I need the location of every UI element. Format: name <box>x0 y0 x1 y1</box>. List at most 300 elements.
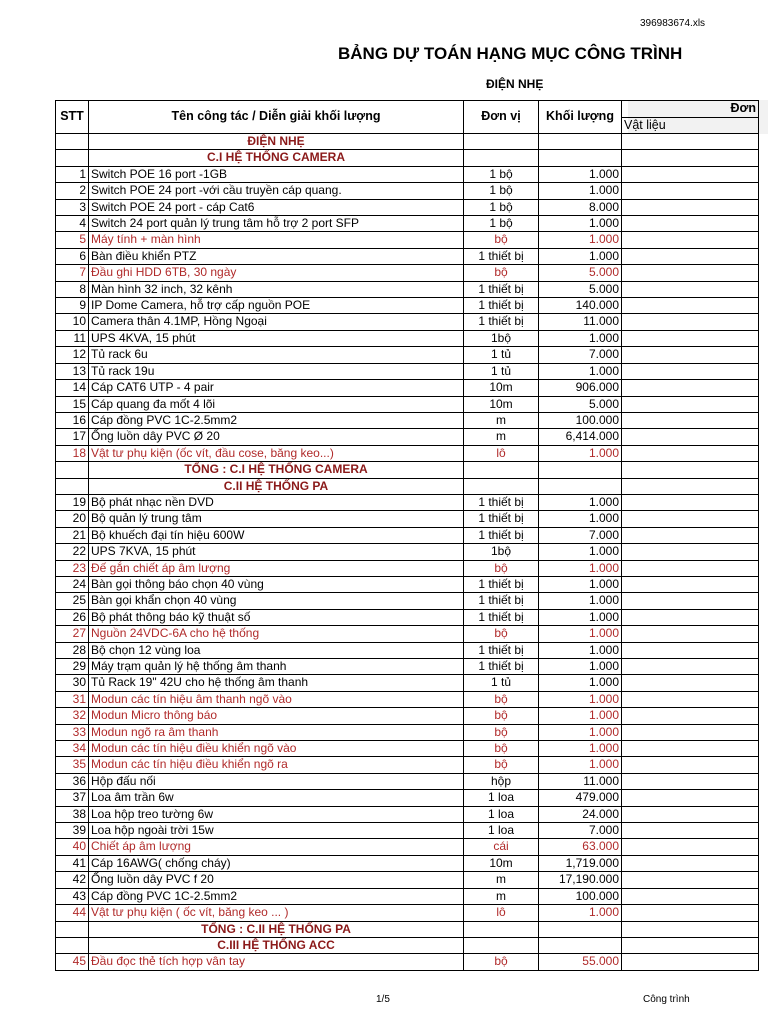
cell-name: Loa hộp ngoài trời 15w <box>89 823 464 839</box>
cell-stt <box>56 921 89 937</box>
cell-material <box>622 298 759 314</box>
table-row <box>56 757 759 773</box>
file-name: 396983674.xls <box>640 18 706 29</box>
cell-unit: 1 thiết bị <box>464 593 539 609</box>
cell-unit: bộ <box>464 741 539 757</box>
cell-name: Máy tính + màn hình <box>89 232 464 248</box>
cell-stt <box>56 478 89 494</box>
cell-qty: 17,190.000 <box>539 872 622 888</box>
footer-label: Công trình <box>643 994 690 1005</box>
cell-qty: 11.000 <box>539 773 622 789</box>
cell-material <box>622 511 759 527</box>
cell-unit <box>464 150 539 166</box>
cell-name: Cáp đồng PVC 1C-2.5mm2 <box>89 412 464 428</box>
table-row <box>56 741 759 757</box>
table-row <box>56 265 759 281</box>
cell-stt <box>56 462 89 478</box>
cell-name: Switch 24 port quản lý trung tâm hỗ trợ 2 port SFP <box>89 216 464 232</box>
table-row <box>56 232 759 248</box>
cell-name: Cáp quang đa mốt 4 lõi <box>89 396 464 412</box>
cell-material <box>622 248 759 264</box>
cell-material <box>622 642 759 658</box>
cell-material <box>622 773 759 789</box>
table-row <box>56 527 759 543</box>
cell-name: ĐIỆN NHẸ <box>89 134 464 150</box>
cell-stt: 19 <box>56 494 89 510</box>
table-row <box>56 560 759 576</box>
cell-unit: hộp <box>464 773 539 789</box>
table-row <box>56 790 759 806</box>
cell-unit: 1 bộ <box>464 183 539 199</box>
cell-material <box>622 199 759 215</box>
cell-material <box>622 691 759 707</box>
cell-stt: 36 <box>56 773 89 789</box>
cell-qty: 1.000 <box>539 691 622 707</box>
cell-unit: 1 thiết bị <box>464 298 539 314</box>
cell-qty: 1.000 <box>539 363 622 379</box>
cell-name: Loa âm trần 6w <box>89 790 464 806</box>
cell-name: Bàn điều khiển PTZ <box>89 248 464 264</box>
cell-stt: 13 <box>56 363 89 379</box>
cell-material <box>622 855 759 871</box>
cell-name: C.III HỆ THỐNG ACC <box>89 937 464 953</box>
cell-stt: 20 <box>56 511 89 527</box>
cell-name: Bộ chọn 12 vùng loa <box>89 642 464 658</box>
cell-stt: 35 <box>56 757 89 773</box>
cell-material <box>622 363 759 379</box>
cell-qty: 1.000 <box>539 544 622 560</box>
cell-qty <box>539 937 622 953</box>
cell-material <box>622 330 759 346</box>
cell-material <box>622 347 759 363</box>
cell-qty: 1.000 <box>539 675 622 691</box>
cell-qty: 6,414.000 <box>539 429 622 445</box>
table-row <box>56 888 759 904</box>
cell-name: Chiết áp âm lượng <box>89 839 464 855</box>
cell-stt: 1 <box>56 166 89 182</box>
cell-unit: bộ <box>464 724 539 740</box>
cell-qty: 5.000 <box>539 281 622 297</box>
cell-material <box>622 888 759 904</box>
header-material: Vật liệu <box>622 117 759 134</box>
cell-name: Ống luồn dây PVC f 20 <box>89 872 464 888</box>
cell-name: Ống luồn dây PVC Ø 20 <box>89 429 464 445</box>
cell-stt: 38 <box>56 806 89 822</box>
cell-stt: 17 <box>56 429 89 445</box>
cell-unit: 1 thiết bị <box>464 494 539 510</box>
cell-name: Modun ngõ ra âm thanh <box>89 724 464 740</box>
table-row <box>56 724 759 740</box>
cell-material <box>622 396 759 412</box>
cell-name: Tủ rack 6u <box>89 347 464 363</box>
cell-stt: 37 <box>56 790 89 806</box>
cell-name: Bàn gọi khẩn chọn 40 vùng <box>89 593 464 609</box>
cell-stt: 14 <box>56 380 89 396</box>
cell-stt: 6 <box>56 248 89 264</box>
cell-unit: 1 loa <box>464 790 539 806</box>
cell-name: Nguồn 24VDC-6A cho hệ thống <box>89 626 464 642</box>
cell-name: Modun Micro thông báo <box>89 708 464 724</box>
cell-stt: 40 <box>56 839 89 855</box>
cell-qty: 55.000 <box>539 954 622 970</box>
cell-qty: 1,719.000 <box>539 855 622 871</box>
cell-qty: 8.000 <box>539 199 622 215</box>
table-row <box>56 166 759 182</box>
table-row <box>56 511 759 527</box>
cell-unit: 10m <box>464 396 539 412</box>
cell-material <box>622 166 759 182</box>
table-row <box>56 626 759 642</box>
cell-qty: 1.000 <box>539 494 622 510</box>
table-row <box>56 576 759 592</box>
cell-name: UPS 4KVA, 15 phút <box>89 330 464 346</box>
cell-material <box>622 839 759 855</box>
cell-unit: 1 thiết bị <box>464 659 539 675</box>
cell-stt: 15 <box>56 396 89 412</box>
cell-qty: 1.000 <box>539 330 622 346</box>
cell-unit <box>464 462 539 478</box>
cell-qty: 7.000 <box>539 527 622 543</box>
cell-unit: bộ <box>464 708 539 724</box>
cell-stt: 27 <box>56 626 89 642</box>
cell-material <box>622 823 759 839</box>
table-row <box>56 544 759 560</box>
cell-stt: 22 <box>56 544 89 560</box>
cell-name: Modun các tín hiệu điều khiển ngõ ra <box>89 757 464 773</box>
cell-stt: 11 <box>56 330 89 346</box>
cell-stt <box>56 150 89 166</box>
cell-qty: 1.000 <box>539 216 622 232</box>
cell-material <box>622 445 759 461</box>
cell-stt: 34 <box>56 741 89 757</box>
table-row <box>56 380 759 396</box>
cell-material <box>622 216 759 232</box>
cell-name: Cáp CAT6 UTP - 4 pair <box>89 380 464 396</box>
cell-stt: 33 <box>56 724 89 740</box>
cell-unit: 1 loa <box>464 806 539 822</box>
cell-name: Cáp đồng PVC 1C-2.5mm2 <box>89 888 464 904</box>
cell-unit: 1 thiết bị <box>464 576 539 592</box>
cell-qty: 7.000 <box>539 823 622 839</box>
cell-stt: 8 <box>56 281 89 297</box>
cell-unit: 1bộ <box>464 330 539 346</box>
cell-unit <box>464 478 539 494</box>
cell-unit: 1 thiết bị <box>464 527 539 543</box>
cell-unit: 1 thiết bị <box>464 281 539 297</box>
cell-stt: 29 <box>56 659 89 675</box>
cell-qty: 1.000 <box>539 560 622 576</box>
cell-name: UPS 7KVA, 15 phút <box>89 544 464 560</box>
cell-stt: 28 <box>56 642 89 658</box>
cell-name: Màn hình 32 inch, 32 kênh <box>89 281 464 297</box>
cell-material <box>622 593 759 609</box>
header-stt: STT <box>56 101 89 134</box>
table-row <box>56 642 759 658</box>
cell-name: Vật tư phụ kiện ( ốc vít, băng keo ... ) <box>89 905 464 921</box>
table-row <box>56 773 759 789</box>
cell-unit: bộ <box>464 232 539 248</box>
cell-material <box>622 954 759 970</box>
table-row <box>56 298 759 314</box>
cell-name: Bộ quản lý trung tâm <box>89 511 464 527</box>
cell-qty: 1.000 <box>539 659 622 675</box>
table-row <box>56 691 759 707</box>
table-row <box>56 347 759 363</box>
table-row <box>56 954 759 970</box>
cell-name: Modun các tín hiệu âm thanh ngõ vào <box>89 691 464 707</box>
cell-material <box>622 314 759 330</box>
cell-unit: 1 thiết bị <box>464 248 539 264</box>
cell-unit: 10m <box>464 380 539 396</box>
table-row <box>56 708 759 724</box>
cell-stt: 4 <box>56 216 89 232</box>
table-row <box>56 248 759 264</box>
cell-qty: 1.000 <box>539 642 622 658</box>
cell-unit: bộ <box>464 757 539 773</box>
table-body <box>56 134 759 971</box>
cell-material <box>622 412 759 428</box>
cell-stt: 16 <box>56 412 89 428</box>
cell-name: Switch POE 24 port -với cầu truyền cáp quang. <box>89 183 464 199</box>
cell-unit: 1 tủ <box>464 363 539 379</box>
total-row <box>56 921 759 937</box>
cell-name: Vật tư phụ kiện (ốc vít, đầu cose, băng keo...) <box>89 445 464 461</box>
cell-unit: 1bộ <box>464 544 539 560</box>
cell-qty: 1.000 <box>539 609 622 625</box>
cell-qty: 5.000 <box>539 396 622 412</box>
cell-material <box>622 724 759 740</box>
table-row <box>56 806 759 822</box>
cell-qty: 7.000 <box>539 347 622 363</box>
cell-qty: 906.000 <box>539 380 622 396</box>
header-qty: Khối lượng <box>539 101 622 134</box>
cell-unit: bộ <box>464 691 539 707</box>
table-row <box>56 609 759 625</box>
cell-unit: 1 thiết bị <box>464 642 539 658</box>
cell-name: IP Dome Camera, hỗ trợ cấp nguồn POE <box>89 298 464 314</box>
cell-unit: 1 thiết bị <box>464 511 539 527</box>
cell-stt: 18 <box>56 445 89 461</box>
cell-stt: 2 <box>56 183 89 199</box>
cell-name: TỔNG : C.II HỆ THỐNG PA <box>89 921 464 937</box>
cell-unit: cái <box>464 839 539 855</box>
cell-qty: 1.000 <box>539 626 622 642</box>
cell-material <box>622 872 759 888</box>
cell-stt: 10 <box>56 314 89 330</box>
cell-stt: 9 <box>56 298 89 314</box>
cell-unit: 1 thiết bị <box>464 314 539 330</box>
cell-name: C.I HỆ THỐNG CAMERA <box>89 150 464 166</box>
cell-qty: 479.000 <box>539 790 622 806</box>
cell-material <box>622 905 759 921</box>
table-row <box>56 494 759 510</box>
cell-name: Camera thân 4.1MP, Hồng Ngoại <box>89 314 464 330</box>
cell-qty: 1.000 <box>539 166 622 182</box>
table-row <box>56 330 759 346</box>
cell-material <box>622 675 759 691</box>
cell-name: C.II HỆ THỐNG PA <box>89 478 464 494</box>
cell-name: TỔNG : C.I HỆ THỐNG CAMERA <box>89 462 464 478</box>
cell-name: Bộ phát nhạc nền DVD <box>89 494 464 510</box>
total-row <box>56 462 759 478</box>
cell-material <box>622 708 759 724</box>
cell-stt: 25 <box>56 593 89 609</box>
cell-qty: 11.000 <box>539 314 622 330</box>
table-row <box>56 216 759 232</box>
cell-material <box>622 937 759 953</box>
cell-name: Bàn gọi thông báo chọn 40 vùng <box>89 576 464 592</box>
cell-qty: 100.000 <box>539 412 622 428</box>
cell-unit: m <box>464 412 539 428</box>
section-row <box>56 134 759 150</box>
cell-unit <box>464 937 539 953</box>
cell-name: Máy trạm quản lý hệ thống âm thanh <box>89 659 464 675</box>
cell-material <box>622 741 759 757</box>
cell-material <box>622 659 759 675</box>
cell-stt <box>56 134 89 150</box>
cell-qty: 1.000 <box>539 593 622 609</box>
cell-name: Cáp 16AWG( chống cháy) <box>89 855 464 871</box>
cell-qty: 24.000 <box>539 806 622 822</box>
cell-unit: 10m <box>464 855 539 871</box>
cell-unit: 1 bộ <box>464 216 539 232</box>
cell-material <box>622 609 759 625</box>
table-row <box>56 675 759 691</box>
cell-material <box>622 265 759 281</box>
cell-unit: m <box>464 872 539 888</box>
cell-name: Đầu ghi HDD 6TB, 30 ngày <box>89 265 464 281</box>
cell-material <box>622 626 759 642</box>
cell-unit: bộ <box>464 265 539 281</box>
cell-name: Bộ phát thông báo kỹ thuật số <box>89 609 464 625</box>
section-row <box>56 150 759 166</box>
cell-material <box>622 757 759 773</box>
cell-qty: 5.000 <box>539 265 622 281</box>
cell-material <box>622 281 759 297</box>
cell-qty: 1.000 <box>539 741 622 757</box>
cell-name: Hộp đấu nối <box>89 773 464 789</box>
cell-name: Bộ khuếch đại tín hiệu 600W <box>89 527 464 543</box>
cell-stt: 26 <box>56 609 89 625</box>
header-price: Đơn <box>622 101 759 118</box>
cell-unit <box>464 134 539 150</box>
cell-stt: 7 <box>56 265 89 281</box>
cell-stt: 42 <box>56 872 89 888</box>
cell-stt: 32 <box>56 708 89 724</box>
cell-name: Tủ rack 19u <box>89 363 464 379</box>
cell-name: Switch POE 16 port -1GB <box>89 166 464 182</box>
cell-qty: 140.000 <box>539 298 622 314</box>
cell-material <box>622 560 759 576</box>
page-number: 1/5 <box>376 994 390 1005</box>
cell-stt: 21 <box>56 527 89 543</box>
cell-material <box>622 478 759 494</box>
cell-stt: 12 <box>56 347 89 363</box>
header-name: Tên công tác / Diễn giải khối lượng <box>89 101 464 134</box>
cell-unit: 1 bộ <box>464 166 539 182</box>
cell-unit: 1 loa <box>464 823 539 839</box>
header-unit: Đơn vị <box>464 101 539 134</box>
cell-qty: 1.000 <box>539 511 622 527</box>
cell-material <box>622 790 759 806</box>
table-row <box>56 823 759 839</box>
estimate-table <box>55 100 759 971</box>
cell-qty: 63.000 <box>539 839 622 855</box>
cell-unit: 1 thiết bị <box>464 609 539 625</box>
cell-stt <box>56 937 89 953</box>
cell-material <box>622 150 759 166</box>
cell-qty: 1.000 <box>539 576 622 592</box>
cell-stt: 3 <box>56 199 89 215</box>
cell-unit: bộ <box>464 560 539 576</box>
table-row <box>56 183 759 199</box>
cell-stt: 43 <box>56 888 89 904</box>
cell-name: Đầu đọc thẻ tích hợp vân tay <box>89 954 464 970</box>
cell-qty: 1.000 <box>539 183 622 199</box>
cell-name: Switch POE 24 port - cáp Cat6 <box>89 199 464 215</box>
cell-unit: lô <box>464 445 539 461</box>
section-row <box>56 937 759 953</box>
cell-qty: 100.000 <box>539 888 622 904</box>
table-row <box>56 412 759 428</box>
cell-material <box>622 462 759 478</box>
cell-qty <box>539 921 622 937</box>
cell-unit: 1 tủ <box>464 347 539 363</box>
cell-material <box>622 494 759 510</box>
cell-qty: 1.000 <box>539 724 622 740</box>
cell-name: Modun các tín hiệu điều khiển ngõ vào <box>89 741 464 757</box>
cell-qty <box>539 478 622 494</box>
table-row <box>56 855 759 871</box>
cell-unit: bộ <box>464 626 539 642</box>
cell-stt: 45 <box>56 954 89 970</box>
cell-unit: m <box>464 888 539 904</box>
cell-name: Loa hộp treo tường 6w <box>89 806 464 822</box>
cell-stt: 30 <box>56 675 89 691</box>
table-row <box>56 445 759 461</box>
cell-qty <box>539 150 622 166</box>
cell-unit: lô <box>464 905 539 921</box>
cell-qty: 1.000 <box>539 445 622 461</box>
cell-stt: 41 <box>56 855 89 871</box>
cell-material <box>622 183 759 199</box>
cell-name: Tủ Rack 19" 42U cho hệ thống âm thanh <box>89 675 464 691</box>
table-row <box>56 593 759 609</box>
cell-unit: 1 bộ <box>464 199 539 215</box>
cell-qty <box>539 134 622 150</box>
cell-qty: 1.000 <box>539 905 622 921</box>
table-row <box>56 199 759 215</box>
cell-stt: 31 <box>56 691 89 707</box>
section-row <box>56 478 759 494</box>
cell-material <box>622 429 759 445</box>
cell-unit: m <box>464 429 539 445</box>
cell-name: Đế gắn chiết áp âm lượng <box>89 560 464 576</box>
cell-qty <box>539 462 622 478</box>
cell-stt: 23 <box>56 560 89 576</box>
table-row <box>56 429 759 445</box>
cell-unit <box>464 921 539 937</box>
table-row <box>56 839 759 855</box>
cell-material <box>622 134 759 150</box>
cell-qty: 1.000 <box>539 708 622 724</box>
cell-qty: 1.000 <box>539 232 622 248</box>
document-subtitle: ĐIỆN NHẸ <box>486 77 544 91</box>
cell-material <box>622 544 759 560</box>
cell-unit: bộ <box>464 954 539 970</box>
cell-stt: 5 <box>56 232 89 248</box>
document-title: BẢNG DỰ TOÁN HẠNG MỤC CÔNG TRÌNH <box>338 44 683 63</box>
